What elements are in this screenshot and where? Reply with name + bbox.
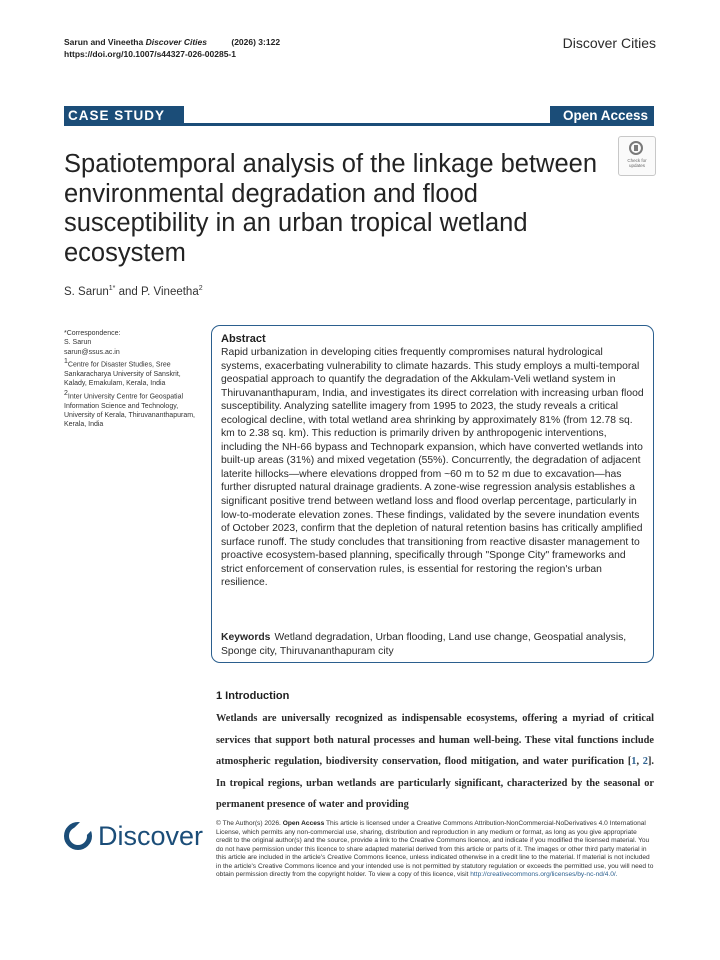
header-doi[interactable]: https://doi.org/10.1007/s44327-026-00285-1 [64, 49, 236, 59]
author-name[interactable]: P. Vineetha [140, 285, 199, 298]
keywords-text: Wetland degradation, Urban flooding, Land use change, Geospatial analysis, Sponge city, Thiruvananthapuram city [221, 632, 627, 657]
check-for-updates-label: Check for updates [627, 158, 647, 168]
article-title: Spatiotemporal analysis of the linkage between environmental degradation and flood susceptibility in an urban tropical wetland ecosystem [64, 150, 597, 267]
keywords [221, 631, 646, 658]
open-access-bold: Open Access [282, 820, 325, 827]
banner-rule [180, 123, 550, 126]
correspondence-name: S. Sarun [64, 339, 92, 347]
license-text: This article is licensed under a Creative Commons Attribution-NonCommercial-NoDerivatives 4.0 International License, which permits any non-commercial use, sharing, distribution and reproduction in any medium or format, as long as you give appropriate credit to the original author(s) and the source, provide a link to the Creative Commons licence, and indicate if you modified the licensed material. You do not have permission under this licence to share adapted material derived from this article or parts of it. The images or other third party material in this article are included in the article's Creative Commons licence, unless indicated otherwise in a credit line to the material. If material is not included in the article's Creative Commons licence and your intended use is not permitted by statutory regulation or exceeds the permitted use, you will need to obtain permission directly from the copyright holder. To view a copy of this licence, visit [216, 820, 654, 878]
license-notice [216, 820, 654, 880]
journal-name[interactable]: Discover Cities [562, 35, 656, 51]
author-separator: and [115, 285, 141, 298]
discover-logo-word: Discover [98, 821, 204, 851]
abstract-box [211, 325, 654, 663]
discover-logo [64, 820, 204, 854]
copyright-text: © The Author(s) 2026. [216, 820, 281, 827]
citation-link[interactable]: 1 [631, 756, 637, 768]
affiliations [64, 329, 204, 430]
author-name[interactable]: S. Sarun [64, 285, 109, 298]
check-for-updates-icon [629, 141, 643, 155]
author-list [64, 285, 203, 298]
license-url-link[interactable]: http://creativecommons.org/licenses/by-nc-nd/4.0/. [470, 871, 618, 878]
affiliation-2: $^2$Inter University Centre for Geospatial Information Science and Technology, University of Kerala, Thiruvananthapuram, Kerala, India [64, 389, 195, 429]
keywords-label: Keywords [221, 632, 271, 643]
article-type-label: CASE STUDY [64, 106, 184, 126]
open-access-label: Open Access [550, 106, 654, 126]
correspondence-email[interactable]: sarun@ssus.ac.in [64, 348, 120, 356]
affiliation-1: $^1$Centre for Disaster Studies, Sree Sankaracharya University of Sanskrit, Kalady, Ernakulam, Kerala, India [64, 358, 181, 388]
author-affiliation-mark: 2 [198, 285, 203, 292]
author-affiliation-mark: 1* [108, 285, 116, 292]
discover-logo-icon [64, 822, 92, 850]
abstract-heading: Abstract [221, 333, 266, 345]
header-year-volume: (2026) 3:122 [231, 37, 281, 47]
running-header [64, 36, 280, 60]
correspondence-label: *Correspondence: [64, 330, 121, 337]
header-journal: Discover Cities [145, 37, 207, 47]
article-banner [64, 106, 654, 126]
abstract-text: Rapid urbanization in developing cities frequently compromises natural hydrological systems, exacerbating vulnerability to climate hazards. This study employs a multi-temporal geospatial approach to quantify the degradation of the Akkulam-Veli wetland system in Thiruvananthapuram, India, and investigates its direct correlation with increasing urban flood susceptibility. Analyzing satellite imagery from 1995 to 2023, the study reveals a critical ecological decline, with total wetland area shrinking by approximately 81% (from 12.78 sq. km to 2.38 sq. km). This reduction is primarily driven by anthropogenic interventions, including the NH-66 bypass and Technopark expansion, which have converted wetlands into built-up areas (31%) and mixed vegetation (55%). Concurrently, the degradation of adjacent laterite hillocks—where elevations dropped from ~60 m to 52 m due to excavation—has further disrupted natural drainage gradients. A zone-wise regression analysis establishes a significant positive trend between wetland loss and flood overlap percentage, particularly in low-to-moderate elevation zones. These findings, validated by the severe inundation events of October 2023, confirm that the depletion of natural retention basins has critically amplified surface runoff. The study concludes that transitioning from reactive disaster management to proactive ecosystem-based planning, specifically through "Sponge City" frameworks and strict enforcement of conservation rules, is essential for restoring the region's urban resilience. [221, 347, 644, 589]
section-heading-introduction: 1 Introduction [216, 690, 290, 702]
citation-link[interactable]: 2 [642, 756, 648, 768]
header-authors: Sarun and Vineetha [64, 37, 144, 47]
introduction-paragraph: Wetlands are universally recognized as indispensable ecosystems, offering a myriad of critical services that support both natural processes and human well-being. These vital functions include atmospheric regulation, biodiversity conservation, flood mitigation, and water purification [1, 2]. In tropical regions, urban wetlands are particularly significant, characterized by the seasonal or permanent presence of water and providing [216, 713, 654, 811]
